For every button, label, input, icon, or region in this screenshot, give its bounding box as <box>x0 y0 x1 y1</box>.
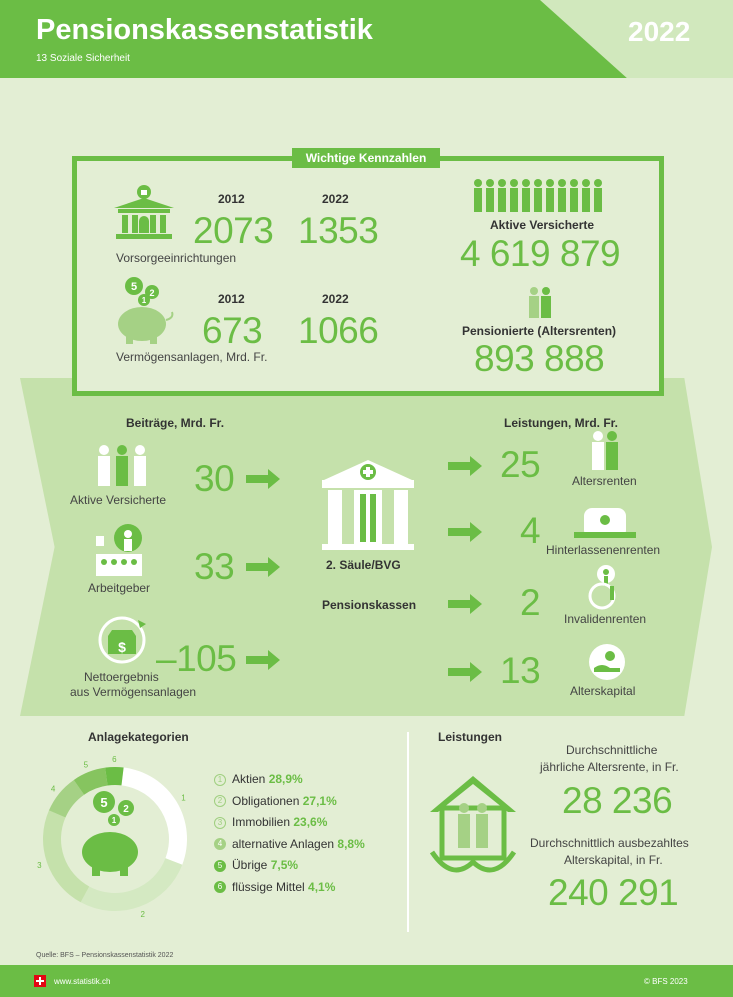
aktive-label: Aktive Versicherte <box>490 218 595 232</box>
vorsorge-year2: 2022 <box>322 192 349 206</box>
arrow-right-icon <box>246 469 280 489</box>
arrow-right-icon <box>246 650 280 670</box>
house-family-icon <box>428 772 518 882</box>
arrow-right-icon <box>448 662 482 682</box>
hinterlassenen-label: Hinterlassenenrenten <box>546 543 661 557</box>
vorsorge-label: Vorsorgeeinrichtungen <box>116 251 237 265</box>
grave-icon <box>572 504 638 540</box>
vermoegen-year2: 2022 <box>322 292 349 306</box>
legend-value: 27,1% <box>302 793 337 808</box>
page-title: Pensionskassenstatistik <box>36 14 373 46</box>
legend-item <box>214 772 365 794</box>
legend-item <box>214 815 365 837</box>
donut-label: 1 <box>181 793 186 803</box>
legend-value: 28,9% <box>268 772 303 786</box>
source-note: Quelle: BFS – Pensionskassenstatistik 2022 <box>36 952 174 959</box>
vorsorge-year1: 2012 <box>218 192 245 206</box>
legend-number: 3 <box>214 817 226 829</box>
aktive-flow-value: 30 <box>194 458 235 499</box>
employer-icon <box>94 524 144 578</box>
rente-value: 28 236 <box>562 780 673 821</box>
alterskapital-label: Alterskapital <box>570 684 636 698</box>
beitraege-title: Beiträge, Mrd. Fr. <box>126 416 225 430</box>
legend-value: 23,6% <box>293 815 328 829</box>
legend-number: 1 <box>214 774 226 786</box>
money-bag-icon <box>94 614 150 666</box>
rente-label-2: jährliche Altersrente, in Fr. <box>540 760 679 774</box>
piggy-bank-icon <box>76 790 154 880</box>
alterskapital-value: 13 <box>500 650 541 691</box>
section-divider <box>407 732 409 932</box>
kennzahlen-label: Wichtige Kennzahlen <box>292 148 440 168</box>
donut-label: 4 <box>50 784 56 794</box>
legend-number: 2 <box>214 795 226 807</box>
legend-number: 6 <box>214 881 226 893</box>
arrow-right-icon <box>448 456 482 476</box>
bank-icon <box>112 184 176 244</box>
kapital-label-1: Durchschnittlich ausbezahltes <box>530 836 689 850</box>
kapital-label-2: Alterskapital, in Fr. <box>564 853 663 867</box>
kapital-value: 240 291 <box>548 872 679 913</box>
rente-label-1: Durchschnittliche <box>566 743 658 757</box>
legend-label: alternative Anlagen <box>232 836 338 851</box>
legend-number: 5 <box>214 860 226 872</box>
altersrenten-value: 25 <box>500 444 541 485</box>
coin-1: 1 <box>111 816 117 825</box>
legend-item <box>214 837 365 859</box>
center-label-2: Pensionskassen <box>322 598 417 612</box>
pension-fund-building-icon <box>320 458 416 550</box>
donut-label: 5 <box>83 760 89 770</box>
center-label-1: 2. Säule/BVG <box>326 558 401 572</box>
legend-value: 4,1% <box>308 879 336 894</box>
coin-2: 2 <box>123 804 129 815</box>
arbeitgeber-label: Arbeitgeber <box>88 581 151 595</box>
leistungen-flow-title: Leistungen, Mrd. Fr. <box>504 416 619 430</box>
donut-label: 3 <box>37 861 42 871</box>
page-year: 2022 <box>628 16 691 47</box>
altersrenten-label: Altersrenten <box>572 474 637 488</box>
hinterlassenen-value: 4 <box>520 510 541 551</box>
vorsorge-value1: 2073 <box>193 210 274 251</box>
aktive-flow-label: Aktive Versicherte <box>70 493 167 507</box>
workers-icon <box>96 444 148 490</box>
legend-label: Übrige <box>232 858 271 872</box>
arrow-right-icon <box>448 522 482 542</box>
legend-value: 7,5% <box>270 858 299 872</box>
pensioners-icon <box>526 286 554 320</box>
netto-label-1: Nettoergebnis <box>84 670 159 684</box>
arbeitgeber-value: 33 <box>194 546 235 587</box>
pensionierte-label: Pensionierte (Altersrenten) <box>462 324 617 338</box>
swiss-flag-icon <box>34 975 46 987</box>
allocation-legend <box>214 772 365 901</box>
leistungen-title: Leistungen <box>438 730 503 744</box>
arrow-right-icon <box>246 557 280 577</box>
netto-value: –105 <box>156 638 237 679</box>
piggy-bank-icon <box>112 276 176 346</box>
coin-2: 2 <box>149 288 155 298</box>
netto-label-2: aus Vermögensanlagen <box>70 685 197 699</box>
page-subtitle: 13 Soziale Sicherheit <box>36 53 130 64</box>
pensionierte-value: 893 888 <box>474 338 605 379</box>
vermoegen-value1: 673 <box>202 310 263 351</box>
vermoegen-label: Vermögensanlagen, Mrd. Fr. <box>116 350 268 364</box>
coin-5: 5 <box>100 795 108 810</box>
legend-item <box>214 858 365 880</box>
vermoegen-value2: 1066 <box>298 310 379 351</box>
people-row-icon <box>472 178 610 214</box>
invaliden-label: Invalidenrenten <box>564 612 647 626</box>
footer-copyright: © BFS 2023 <box>644 977 688 986</box>
footer-url[interactable]: www.statistik.ch <box>54 977 111 986</box>
legend-value: 8,8% <box>337 836 365 851</box>
legend-item <box>214 794 365 816</box>
legend-label: Obligationen <box>232 793 303 808</box>
legend-label: Immobilien <box>232 815 294 829</box>
aktive-value: 4 619 879 <box>460 233 621 274</box>
vermoegen-year1: 2012 <box>218 292 245 306</box>
hand-coin-icon <box>586 642 628 682</box>
arrow-right-icon <box>448 594 482 614</box>
legend-label: Aktien <box>232 772 269 786</box>
anlage-title: Anlagekategorien <box>88 730 189 744</box>
invaliden-value: 2 <box>520 582 541 623</box>
svg-text:$: $ <box>118 639 126 655</box>
donut-label: 2 <box>140 910 145 920</box>
coin-5: 5 <box>130 281 138 293</box>
retirees-icon <box>588 430 622 472</box>
vorsorge-value2: 1353 <box>298 210 379 251</box>
legend-item <box>214 880 365 902</box>
legend-number: 4 <box>214 838 226 850</box>
donut-label: 6 <box>112 755 117 765</box>
legend-label: flüssige Mittel <box>232 879 309 894</box>
donut-segment <box>105 767 123 786</box>
coin-1: 1 <box>141 296 147 305</box>
wheelchair-icon <box>584 564 628 610</box>
